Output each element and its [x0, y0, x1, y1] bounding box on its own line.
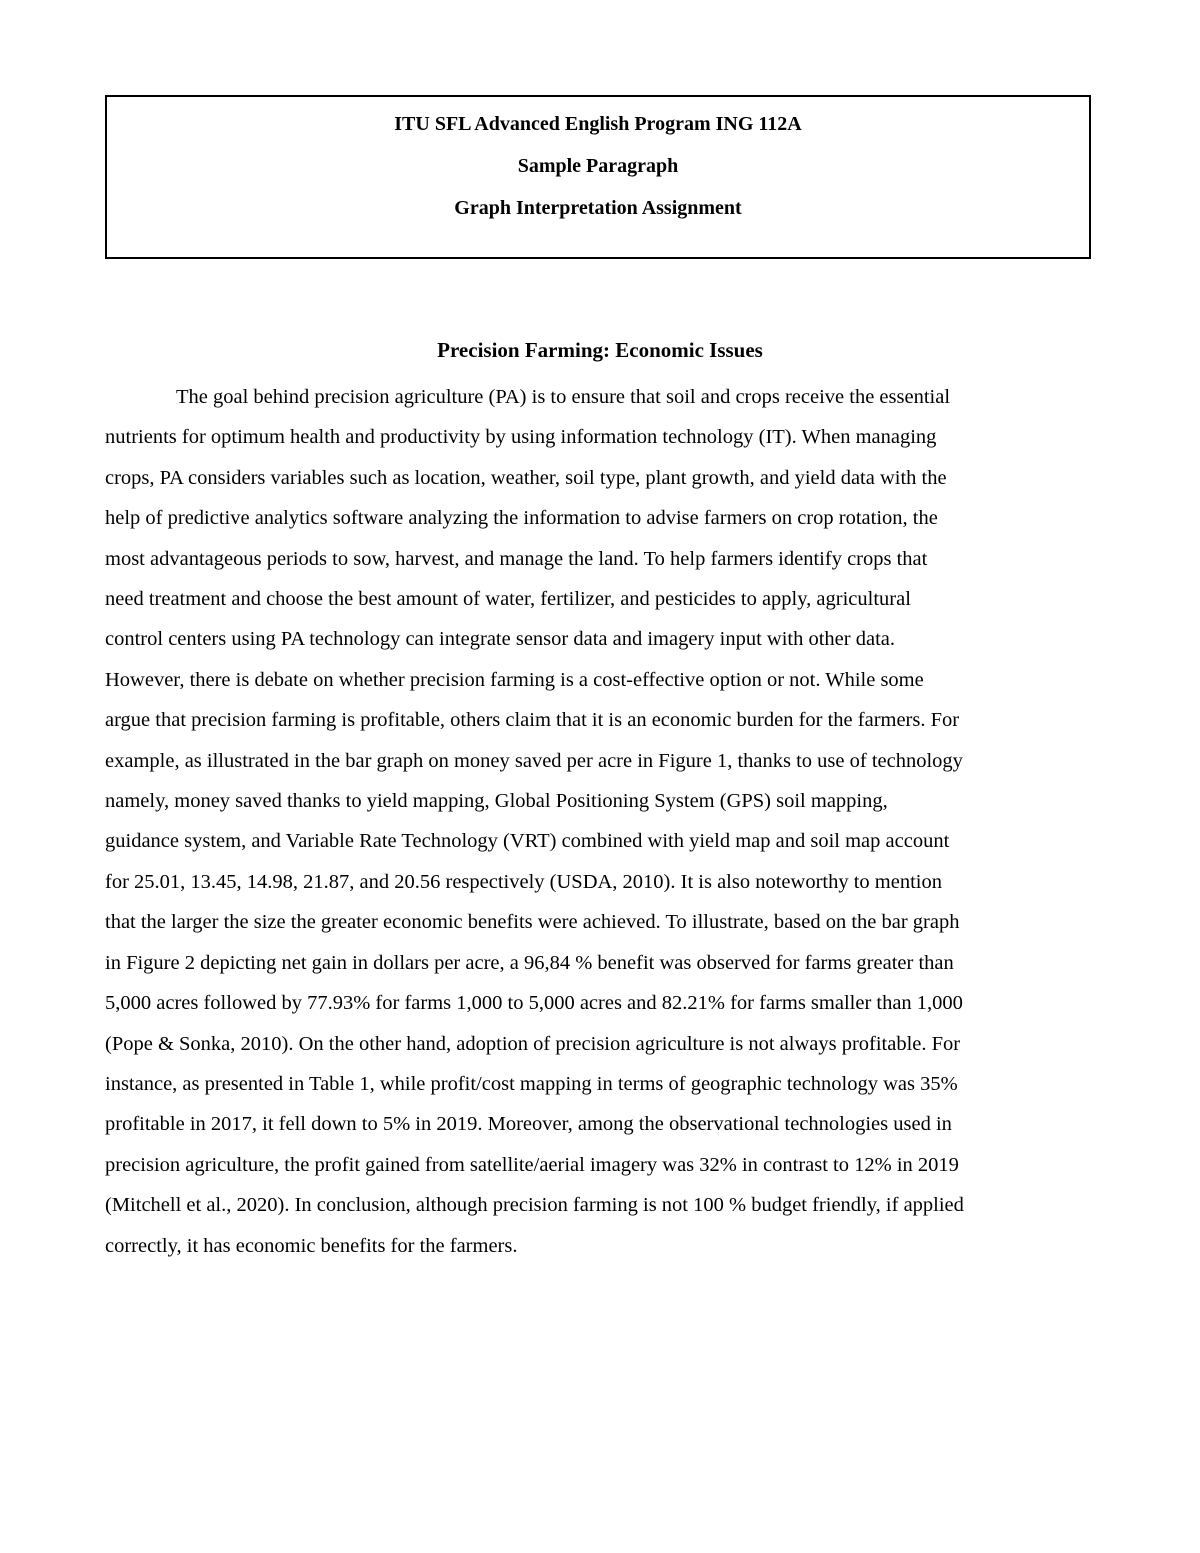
header-box: [105, 95, 1091, 259]
body-line: most advantageous periods to sow, harvest, and manage the land. To help farmers identify crops that: [105, 547, 928, 570]
body-line: nutrients for optimum health and productivity by using information technology (IT). When managing: [105, 426, 937, 449]
program-title: ITU SFL Advanced English Program ING 112A: [394, 113, 802, 135]
body-line: namely, money saved thanks to yield mapping, Global Positioning System (GPS) soil mapping,: [105, 790, 888, 813]
body-line: The goal behind precision agriculture (PA) is to ensure that soil and crops receive the essential: [176, 386, 951, 408]
document-type: Sample Paragraph: [517, 155, 679, 177]
body-line: argue that precision farming is profitable, others claim that it is an economic burden for the farmers. For: [105, 709, 960, 732]
body-line: However, there is debate on whether precision farming is a cost-effective option or not. While some: [105, 668, 924, 691]
assignment-title: Graph Interpretation Assignment: [454, 197, 742, 219]
body-line: in Figure 2 depicting net gain in dollars per acre, a 96,84 % benefit was observed for farms greater than: [105, 951, 954, 974]
body-line: guidance system, and Variable Rate Technology (VRT) combined with yield map and soil map account: [105, 830, 950, 853]
page-title: Precision Farming: Economic Issues: [437, 338, 763, 362]
body-line: (Pope & Sonka, 2010). On the other hand, adoption of precision agriculture is not always profitable. For: [105, 1032, 961, 1055]
body-paragraph: [105, 377, 1095, 1266]
body-line: crops, PA considers variables such as location, weather, soil type, plant growth, and yield data with the: [105, 466, 947, 489]
body-line: correctly, it has economic benefits for the farmers.: [105, 1234, 518, 1257]
body-line: profitable in 2017, it fell down to 5% in 2019. Moreover, among the observational technologies used in: [105, 1113, 952, 1136]
body-line: instance, as presented in Table 1, while profit/cost mapping in terms of geographic technology was 35%: [105, 1072, 958, 1095]
body-line: need treatment and choose the best amount of water, fertilizer, and pesticides to apply, agricultural: [105, 588, 911, 611]
body-line: help of predictive analytics software analyzing the information to advise farmers on crop rotation, the: [105, 507, 938, 530]
body-line: control centers using PA technology can integrate sensor data and imagery input with other data.: [105, 628, 895, 651]
body-line: that the larger the size the greater economic benefits were achieved. To illustrate, based on the bar graph: [105, 911, 960, 934]
body-line: precision agriculture, the profit gained from satellite/aerial imagery was 32% in contrast to 12% in 2019: [105, 1153, 959, 1176]
body-line: 5,000 acres followed by 77.93% for farms 1,000 to 5,000 acres and 82.21% for farms smaller than 1,000: [105, 992, 963, 1015]
body-line: example, as illustrated in the bar graph on money saved per acre in Figure 1, thanks to use of technology: [105, 749, 963, 772]
body-line: for 25.01, 13.45, 14.98, 21.87, and 20.56 respectively (USDA, 2010). It is also noteworthy to mention: [105, 870, 942, 893]
body-line: (Mitchell et al., 2020). In conclusion, although precision farming is not 100 % budget friendly, if applied: [105, 1194, 964, 1217]
